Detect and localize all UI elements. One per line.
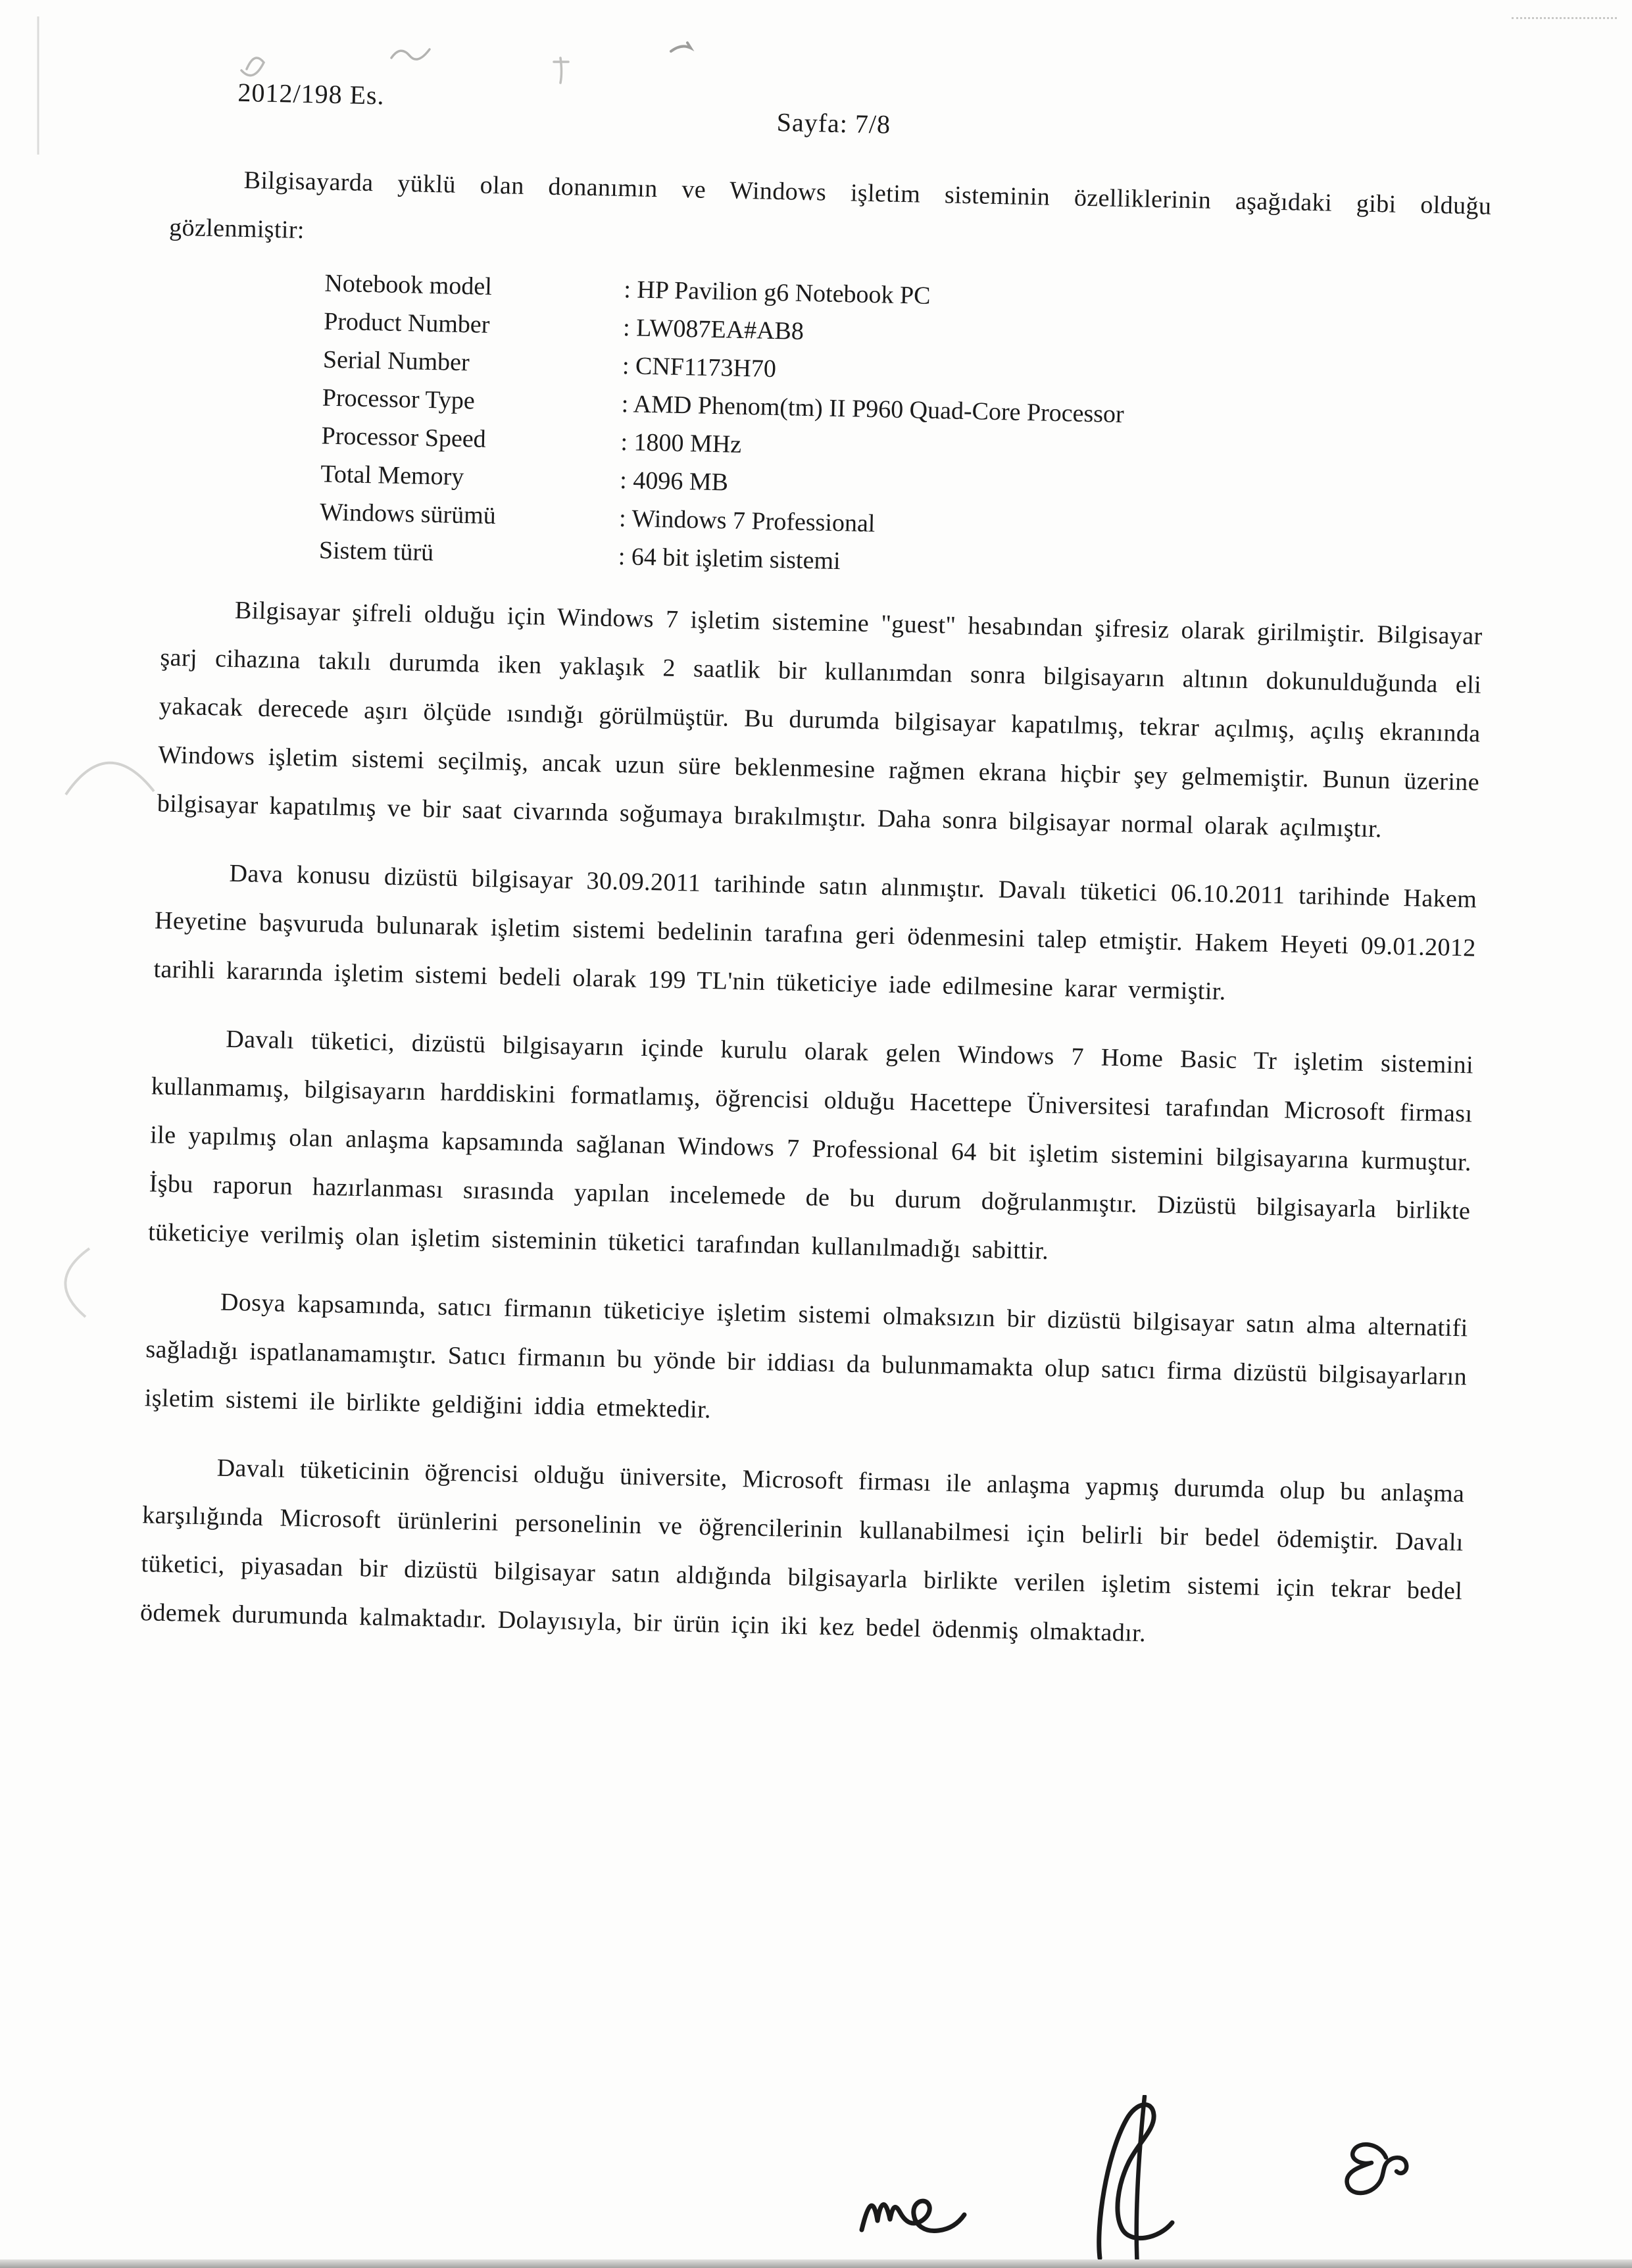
spec-label: Windows sürümü <box>319 498 497 530</box>
scan-edge-bottom <box>0 2259 1632 2268</box>
spec-value: : AMD Phenom(tm) II P960 Quad-Core Processor <box>621 390 1125 429</box>
spec-label: Total Memory <box>320 460 464 491</box>
spec-value: : LW087EA#AB8 <box>622 314 804 345</box>
spec-value: : HP Pavilion g6 Notebook PC <box>623 276 931 310</box>
spec-label: Serial Number <box>322 345 470 377</box>
signature-center-flourish <box>1059 2095 1197 2268</box>
paragraph-seller-claim: Dosya kapsamında, satıcı firmanın tüketiciye işletim sistemi olmaksızın bir dizüstü bilgisayar satın alma alternatifi sağladığı ispatlanamamıştır. Satıcı firmanın bu yönde bir iddiası da bulunmamakta olup satıcı firma dizüstü bilgisayarların işletim sistemi ile birlikte geldiğini iddia etmektedir. <box>144 1288 1469 1424</box>
intro-paragraph: Bilgisayarda yüklü olan donanımın ve Windows işletim sisteminin özelliklerinin aşağıdaki gibi olduğu gözlenmiştir: <box>168 166 1492 244</box>
spec-label: Processor Speed <box>321 422 487 453</box>
spec-label: Product Number <box>323 307 490 339</box>
paragraph-purchase-arbitration: Dava konusu dizüstü bilgisayar 30.09.2011 tarihinde satın alınmıştır. Davalı tüketici 06.10.2011 tarihinde Hakem Heyetine başvuruda bulunarak işletim sistemi bedelinin tarafına geri ödenmesini talep etmiştir. Hakem Heyeti 09.01.2012 tarihli kararında işletim sistemi bedeli olarak 199 TL'nin tüketiciye iade edilmesine karar vermiştir. <box>153 859 1477 1006</box>
spec-value: : 64 bit işletim sistemi <box>618 543 841 576</box>
spec-value: : 1800 MHz <box>620 428 742 458</box>
signature-right-initials <box>1306 2136 1414 2206</box>
paragraph-os-installation: Davalı tüketici, dizüstü bilgisayarın içinde kurulu olarak gelen Windows 7 Home Basic Tr işletim sistemini kullanmamış, bilgisayarın harddiskini formatlamış, öğrencisi olduğu Hacettepe Üniversitesi tarafından Microsoft firması ile yapılmış olan anlaşma kapsamında sağlanan Windows 7 Professional 64 bit işletim sistemini bilgisayarına kurmuştur. İşbu raporun hazırlanması sırasında yapılan incelemede de bu durum doğrulanmıştır. Dizüstü bilgisayarla birlikte tüketiciye verilmiş olan işletim sisteminin tüketici tarafından kullanılmadığı sabittir. <box>147 1025 1474 1265</box>
spec-value: : Windows 7 Professional <box>618 505 876 538</box>
scan-noise-top-right <box>1512 17 1617 19</box>
paragraph-overheating: Bilgisayar şifreli olduğu için Windows 7 işletim sistemine "guest" hesabından şifresiz olarak girilmiştir. Bilgisayar şarj cihazına takılı durumda iken yaklaşık 2 saatlik bir kullanımdan sonra bilgisayarın altının dokunulduğunda eli yakacak derecede aşırı ölçüde ısındığı görülmüştür. Bu durumda bilgisayar kapatılmış, tekrar açılmış, açılış ekranında Windows işletim sistemi seçilmiş, ancak uzun süre beklenmesine rağmen ekrana hiçbir şey gelmemiştir. Bunun üzerine bilgisayar kapatılmış ve bir saat civarında soğumaya bırakılmıştır. Daha sonra bilgisayar normal olarak açılmıştır. <box>157 596 1483 843</box>
signature-left-initials <box>855 2164 980 2256</box>
spec-value: : CNF1173H70 <box>622 352 777 383</box>
case-number: 2012/198 Es. <box>237 77 385 111</box>
spec-label: Sistem türü <box>318 536 434 567</box>
document-content <box>0 72 1632 1687</box>
page-number: Sayfa: 7/8 <box>776 107 891 139</box>
spec-label: Notebook model <box>324 269 493 301</box>
paragraph-double-payment: Davalı tüketicinin öğrencisi olduğu üniversite, Microsoft firması ile anlaşma yapmış durumda olup bu anlaşma karşılığında Microsoft ürünlerini personelinin ve öğrencilerinin kullanabilmesi için belirli bir bedel ödemiştir. Davalı tüketici, piyasadan bir dizüstü bilgisayar satın aldığında bilgisayarla birlikte verilen işletim sistemi için tekrar bedel ödemek durumunda kalmaktadır. Dolayısıyla, bir ürün için iki kez bedel ödenmiş olmaktadır. <box>139 1454 1465 1648</box>
spec-value: : 4096 MB <box>619 466 729 497</box>
spec-label: Processor Type <box>322 383 476 415</box>
spec-list <box>318 264 1489 594</box>
